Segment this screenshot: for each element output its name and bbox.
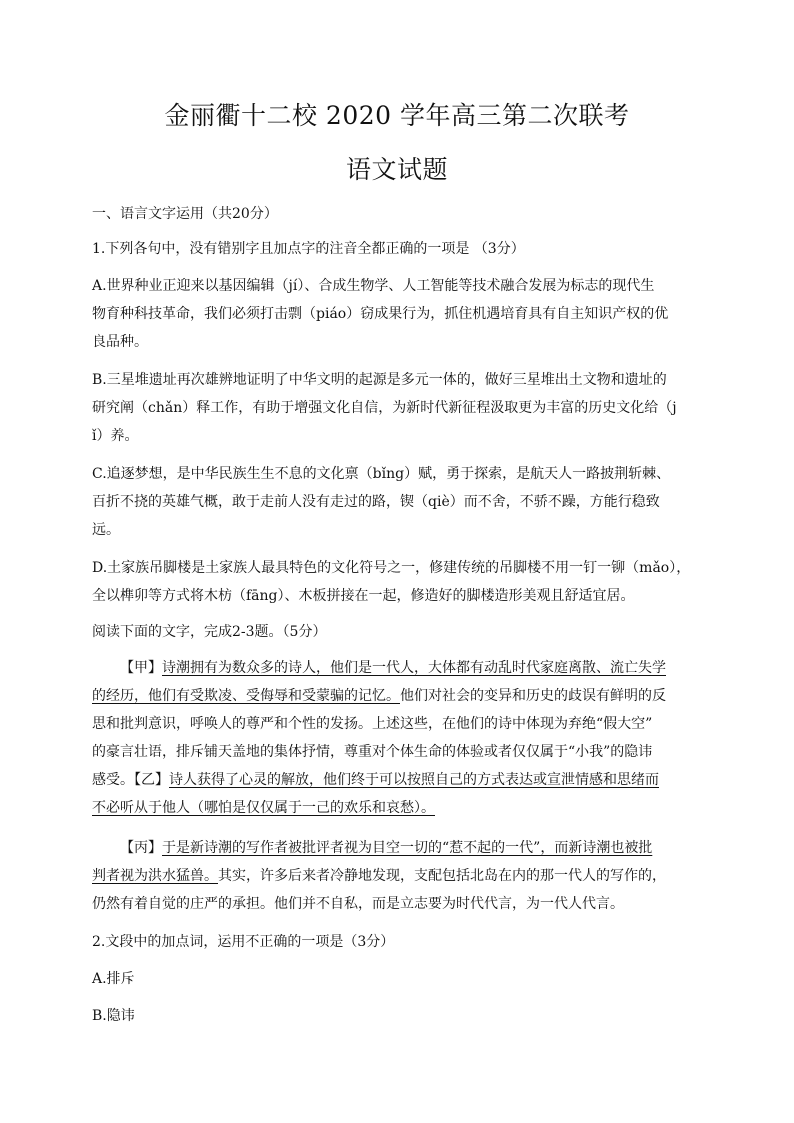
question-2-option-a: A.排斥 <box>92 971 135 987</box>
reading-instructions: 阅读下面的文字，完成2-3题。（5分） <box>92 624 327 640</box>
page-title: 金丽衢十二校 2020 学年高三第二次联考 <box>164 101 630 130</box>
page-subtitle: 语文试题 <box>345 155 448 184</box>
question-1-option-b: B.三星堆遗址再次雄辨地证明了中华文明的起源是多元一体的，做好三星堆出土文物和遗址的 研究阐（chǎn）释工作，有助于增强文化自信，为新时代新征程汲取更为丰富的历史文化给（j ǐ）养。 <box>92 372 677 444</box>
question-1-stem: 1.下列各句中，没有错别字且加点字的注音全都正确的一项是 （3分） <box>92 241 525 257</box>
question-2-option-b: B.隐讳 <box>92 1008 135 1024</box>
section-heading: 一、语言文字运用（共20分） <box>92 206 278 222</box>
question-1-option-a: A.世界种业正迎来以基因编辑（jí）、合成生物学、人工智能等技术融合发展为标志的现代生 物育种科技革命，我们必须打击剽（piáo）窃成果行为，抓住机遇培育具有自主知识产权的优 良品种。 <box>92 278 669 350</box>
underlined-sentence-jia: 诗潮拥有为数众多的诗人，他们是一代人，大体都有动乱时代家庭离散、流亡失学 <box>162 660 666 676</box>
question-1-option-c: C.追逐梦想，是中华民族生生不息的文化禀（bǐng）赋，勇于探索，是航天人一路披荆斩棘、 百折不挠的英雄气概，敢于走前人没有走过的路，锲（qiè）而不舍，不骄不躁，方能行稳致 远。 <box>92 466 671 538</box>
underlined-sentence-yi: 诗人获得了心灵的解放，他们终于可以按照自己的方式表达或宣泄情感和思绪而 <box>169 772 659 788</box>
underlined-sentence-jia-cont: 的经历，他们有受欺凌、受侮辱和受蒙骗的记忆。 <box>92 688 400 704</box>
question-1 <box>92 235 704 263</box>
reading-passage-paragraph-1: 【甲】诗潮拥有为数众多的诗人，他们是一代人，大体都有动乱时代家庭离散、流亡失学 的经历，他们有受欺凌、受侮辱和受蒙骗的记忆。他们对社会的变异和历史的歧误有鲜明的反 思和批判意识，呼唤人的尊严和个性的发扬。上述这些，在他们的诗中体现为弃绝“假大空” 的豪言壮语，排斥铺天盖地的集体抒情，尊重对个体生命的体验或者仅仅属于“小我”的隐讳 感受。【乙】诗人获得了心灵的解放，他们终于可以按照自己的方式表达或宣泄情感和思绪而 不必听从于他人（哪怕是仅仅属于一己的欢乐和哀愁）。 <box>92 660 666 816</box>
label-jia: 【甲】 <box>120 660 162 676</box>
underlined-sentence-yi-cont: 不必听从于他人（哪怕是仅仅属于一己的欢乐和哀愁）。 <box>92 800 435 816</box>
question-1-option-d: D.土家族吊脚楼是土家族人最具特色的文化符号之一，修建传统的吊脚楼不用一钉一铆（mǎo）， 全以榫卯等方式将木枋（fāng）、木板拼接在一起，修造好的脚楼造形美观且舒适宜居。 <box>92 560 691 604</box>
reading-passage-paragraph-2: 【丙】于是新诗潮的写作者被批评者视为目空一切的“惹不起的一代”，而新诗潮也被批 判者视为洪水猛兽。其实，许多后来者冷静地发现，支配包括北岛在内的那一代人的写作的， 仍然有着自觉的庄严的承担。他们并不自私，而是立志要为时代代言，为一代人代言。 <box>92 840 666 912</box>
label-bing: 【丙】 <box>120 840 162 856</box>
label-yi: 【乙】 <box>134 772 169 788</box>
question-2 <box>92 928 704 956</box>
underlined-sentence-bing-cont: 判者视为洪水猛兽。 <box>92 868 218 884</box>
question-2-stem: 2.文段中的加点词，运用不正确的一项是（3分） <box>92 934 395 950</box>
underlined-sentence-bing: 于是新诗潮的写作者被批评者视为目空一切的“惹不起的一代”，而新诗潮也被批 <box>162 840 653 856</box>
